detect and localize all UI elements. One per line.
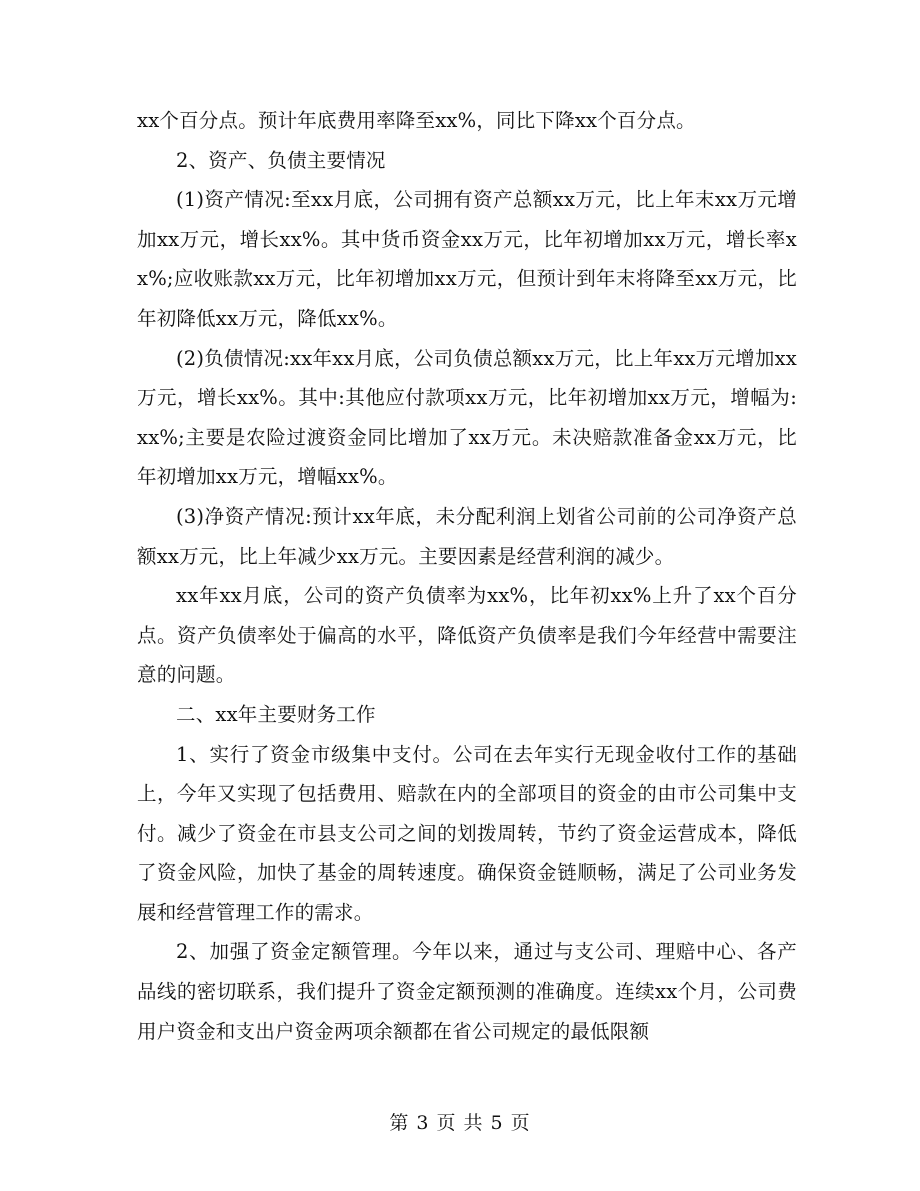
paragraph-assets: (1)资产情况:至xx月底，公司拥有资产总额xx万元，比上年末xx万元增加xx万元，增长xx%。其中货币资金xx万元，比年初增加xx万元，增长率xx%;应收账款xx万元，比年初增加xx万元，但预计到年末将降至xx万元，比年初降低xx万元，降低xx%。	[137, 188, 797, 330]
paragraph-quota-management: 2、加强了资金定额管理。今年以来，通过与支公司、理赔中心、各产品线的密切联系，我们提升了资金定额预测的准确度。连续xx个月，公司费用户资金和支出户资金两项余额都在省公司规定的最低限额	[137, 940, 797, 1043]
paragraph-centralized-payment: 1、实行了资金市级集中支付。公司在去年实行无现金收付工作的基础上，今年又实现了包括费用、赔款在内的全部项目的资金的由市公司集中支付。减少了资金在市县支公司之间的划拨周转，节约了资金运营成本，降低了资金风险，加快了基金的周转速度。确保资金链顺畅，满足了公司业务发展和经营管理工作的需求。	[137, 742, 797, 924]
paragraph-liabilities: (2)负债情况:xx年xx月底，公司负债总额xx万元，比上年xx万元增加xx万元，增长xx%。其中:其他应付款项xx万元，比年初增加xx万元，增幅为:xx%;主要是农险过渡资金同比增加了xx万元。未决赔款准备金xx万元，比年初增加xx万元，增幅xx%。	[137, 346, 797, 489]
section-heading-assets-liabilities: 2、资产、负债主要情况	[176, 148, 386, 172]
section-heading-financial-work: 二、xx年主要财务工作	[176, 702, 376, 726]
paragraph-net-assets: (3)净资产情况:预计xx年底，未分配利润上划省公司前的公司净资产总额xx万元，比上年减少xx万元。主要因素是经营利润的减少。	[137, 504, 797, 568]
paragraph-debt-ratio: xx年xx月底，公司的资产负债率为xx%，比年初xx%上升了xx个百分点。资产负债率处于偏高的水平，降低资产负债率是我们今年经营中需要注意的问题。	[137, 584, 797, 687]
paragraph-1: xx个百分点。预计年底费用率降至xx%，同比下降xx个百分点。	[137, 109, 696, 132]
page-number-footer: 第 3 页 共 5 页	[389, 1112, 531, 1134]
document-body	[137, 101, 797, 1051]
